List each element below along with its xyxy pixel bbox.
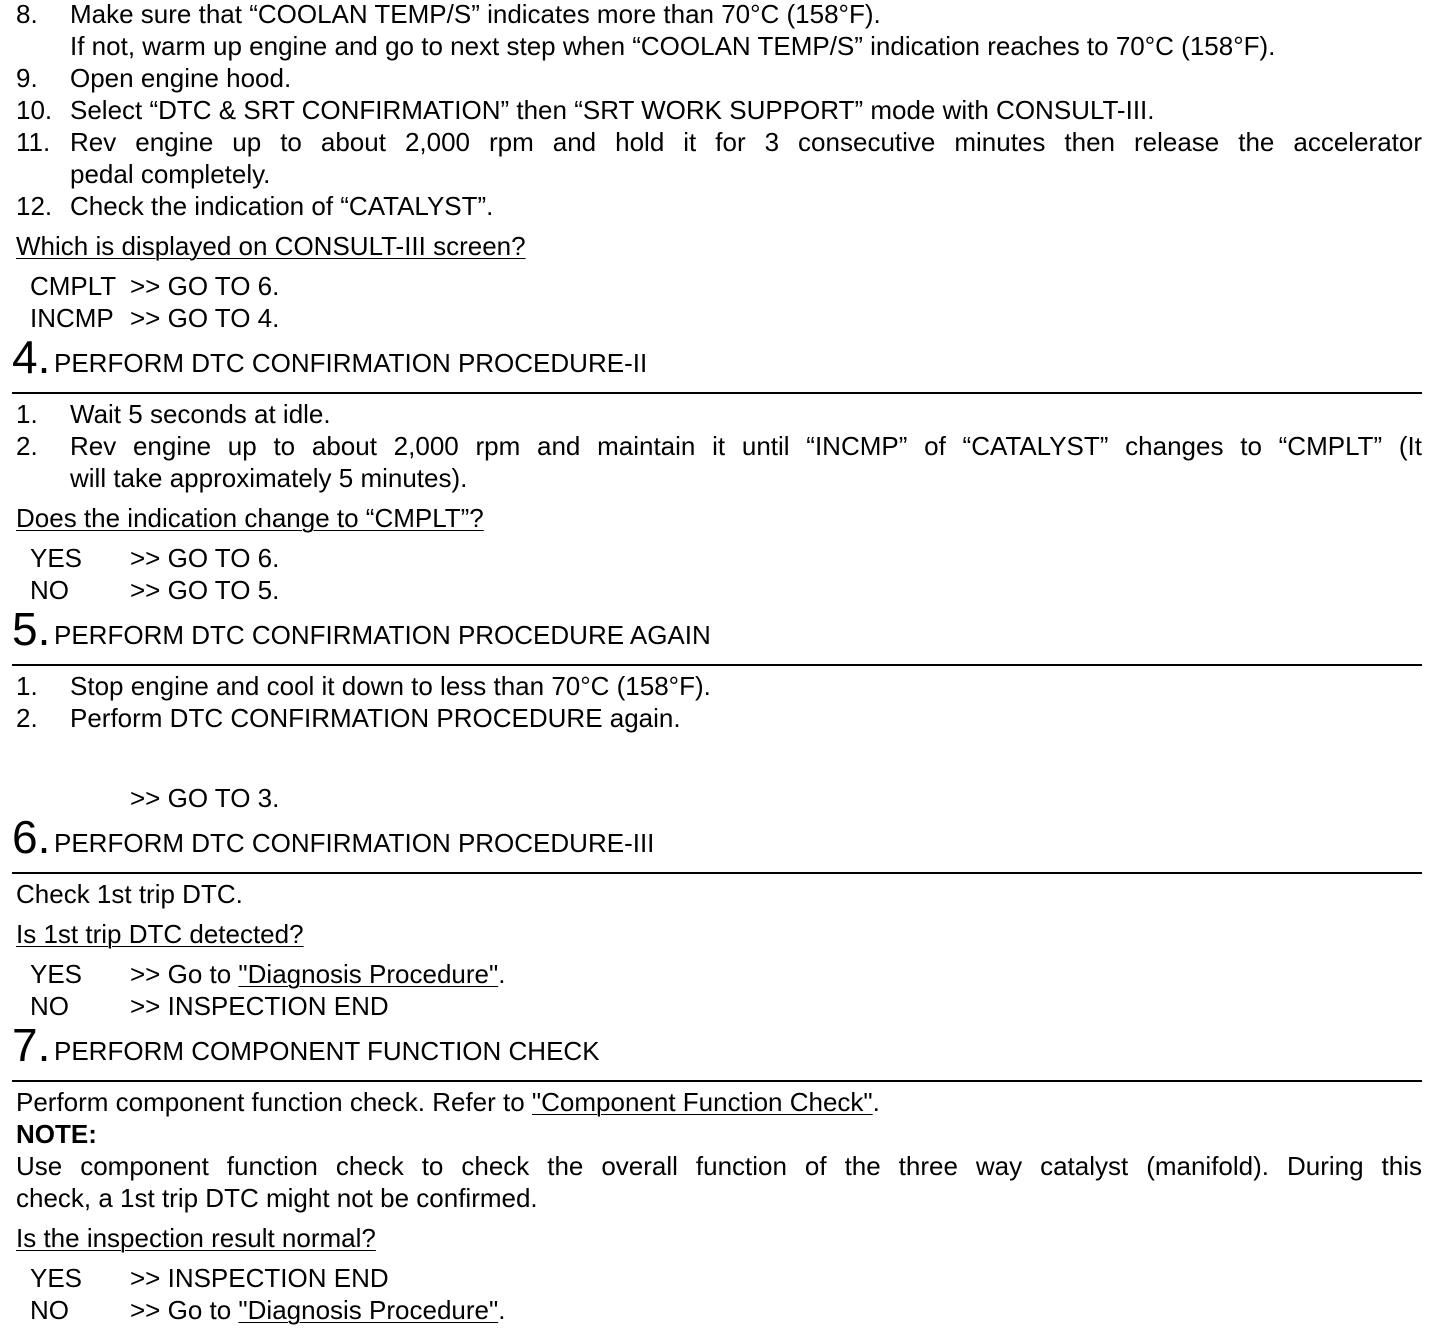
- step6-question: Is 1st trip DTC detected?: [16, 919, 304, 949]
- answer-action: >> INSPECTION END: [130, 1263, 389, 1293]
- answer-action-suffix: .: [498, 959, 506, 989]
- step-title: PERFORM COMPONENT FUNCTION CHECK: [54, 1036, 600, 1066]
- answer-action-suffix: .: [498, 1295, 506, 1325]
- step-title: PERFORM DTC CONFIRMATION PROCEDURE AGAIN: [54, 620, 711, 650]
- diagnosis-procedure-link[interactable]: "Diagnosis Procedure": [238, 959, 499, 989]
- step5-item-number: 1.: [16, 671, 38, 701]
- step4-item-number: 1.: [16, 399, 38, 429]
- answer-action-prefix: >> Go to: [130, 959, 239, 989]
- step3-item-number: 9.: [16, 63, 38, 93]
- answer-action-prefix: >> Go to: [130, 1295, 239, 1325]
- step3-item-text: Check the indication of “CATALYST”.: [70, 191, 494, 221]
- answer-label: CMPLT: [30, 271, 117, 301]
- step-number: 7.: [12, 1019, 51, 1071]
- step-divider: [12, 392, 1422, 394]
- answer-action: >> GO TO 5.: [130, 575, 280, 605]
- answer-label: INCMP: [30, 303, 114, 333]
- answer-label: YES: [30, 543, 83, 573]
- step-divider: [12, 872, 1422, 874]
- step-number: 4.: [12, 331, 51, 383]
- step7-body: [16, 1086, 880, 1118]
- answer-action: [130, 1294, 505, 1326]
- step7-body-suffix: .: [872, 1087, 880, 1117]
- answer-action: [130, 958, 505, 990]
- step3-item-text: pedal completely.: [70, 159, 271, 189]
- step7-question: Is the inspection result normal?: [16, 1223, 376, 1253]
- step5-item-text: Stop engine and cool it down to less than 70°C (158°F).: [70, 671, 711, 701]
- answer-action: >> GO TO 4.: [130, 303, 280, 333]
- component-function-check-link[interactable]: "Component Function Check": [531, 1087, 873, 1117]
- step3-question: Which is displayed on CONSULT-III screen?: [16, 231, 526, 261]
- step3-item-number: 10.: [16, 95, 53, 125]
- answer-action: >> GO TO 6.: [130, 271, 280, 301]
- step3-item-text: Select “DTC & SRT CONFIRMATION” then “SRT WORK SUPPORT” mode with CONSULT-III.: [70, 95, 1155, 125]
- answer-action: >> GO TO 6.: [130, 543, 280, 573]
- step6-body: Check 1st trip DTC.: [16, 879, 243, 909]
- goto-action: >> GO TO 3.: [130, 783, 280, 813]
- step4-item-text: Wait 5 seconds at idle.: [70, 399, 331, 429]
- step7-body-prefix: Perform component function check. Refer to: [16, 1087, 532, 1117]
- step4-item-text: will take approximately 5 minutes).: [70, 463, 468, 493]
- step3-item-text: If not, warm up engine and go to next step when “COOLAN TEMP/S” indication reaches to 70°C (158°F).: [70, 31, 1276, 61]
- answer-action: >> INSPECTION END: [130, 991, 389, 1021]
- step3-item-number: 8.: [16, 0, 38, 29]
- answer-label: NO: [30, 575, 69, 605]
- step3-item-text: Make sure that “COOLAN TEMP/S” indicates more than 70°C (158°F).: [70, 0, 881, 29]
- step-number: 6.: [12, 811, 51, 863]
- answer-label: YES: [30, 1263, 83, 1293]
- step-divider: [12, 664, 1422, 666]
- step-number: 5.: [12, 603, 51, 655]
- step4-item-text: Rev engine up to about 2,000 rpm and maintain it until “INCMP” of “CATALYST” changes to “CMPLT” (It: [70, 431, 1422, 461]
- step-title: PERFORM DTC CONFIRMATION PROCEDURE-III: [54, 828, 655, 858]
- note-text: check, a 1st trip DTC might not be confirmed.: [16, 1183, 538, 1213]
- note-label: NOTE:: [16, 1119, 97, 1149]
- step-divider: [12, 1080, 1422, 1082]
- answer-label: YES: [30, 959, 83, 989]
- answer-label: NO: [30, 991, 69, 1021]
- note-text: Use component function check to check the overall function of the three way catalyst (manifold). During this: [16, 1151, 1422, 1181]
- diagnosis-procedure-link[interactable]: "Diagnosis Procedure": [238, 1295, 499, 1325]
- step3-item-number: 12.: [16, 191, 53, 221]
- step4-item-number: 2.: [16, 431, 38, 461]
- step4-question: Does the indication change to “CMPLT”?: [16, 503, 484, 533]
- step3-item-text: Rev engine up to about 2,000 rpm and hold it for 3 consecutive minutes then release the accelerator: [70, 127, 1422, 157]
- step3-item-text: Open engine hood.: [70, 63, 292, 93]
- step5-item-number: 2.: [16, 703, 38, 733]
- answer-label: NO: [30, 1295, 69, 1325]
- step5-item-text: Perform DTC CONFIRMATION PROCEDURE again.: [70, 703, 681, 733]
- step-title: PERFORM DTC CONFIRMATION PROCEDURE-II: [54, 348, 648, 378]
- step3-item-number: 11.: [16, 127, 51, 157]
